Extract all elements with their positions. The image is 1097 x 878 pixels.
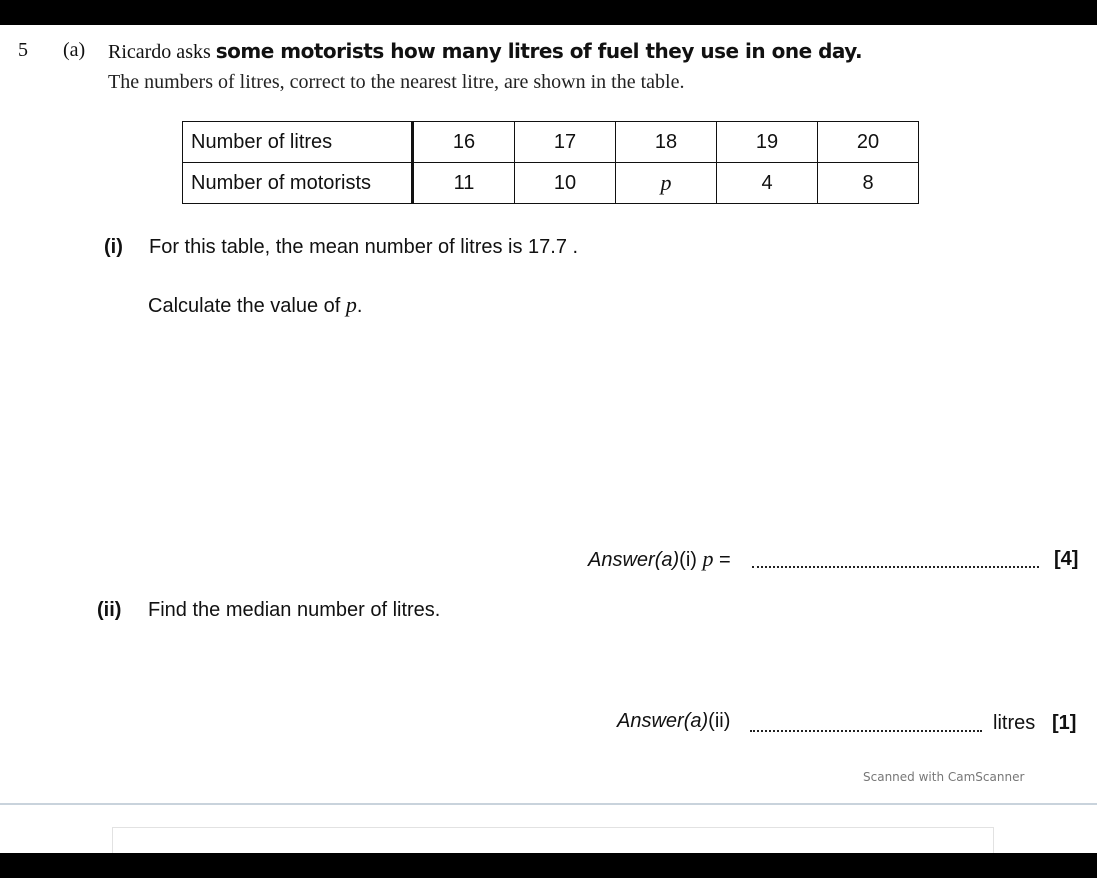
question-intro-line2: The numbers of litres, correct to the nearest litre, are shown in the table. bbox=[108, 71, 685, 93]
answer-ii-field[interactable] bbox=[750, 713, 982, 732]
answer-i-field[interactable] bbox=[752, 549, 1039, 568]
scanner-watermark: Scanned with CamScanner bbox=[863, 770, 1025, 784]
marks-i: [4] bbox=[1054, 548, 1079, 570]
instruction-prefix: Calculate the value of bbox=[148, 295, 346, 317]
question-number: 5 bbox=[18, 39, 28, 61]
answer-word: Answer bbox=[617, 710, 684, 732]
instruction-suffix: . bbox=[356, 295, 363, 317]
table-cell: 19 bbox=[717, 122, 818, 163]
litres-table bbox=[182, 121, 919, 204]
answer-ii-unit: litres bbox=[993, 712, 1036, 734]
next-page-strip bbox=[0, 803, 1097, 853]
table-cell: 11 bbox=[413, 163, 515, 204]
table-row bbox=[183, 122, 919, 163]
table-cell: 20 bbox=[818, 122, 919, 163]
part-ii-text: Find the median number of litres. bbox=[148, 599, 441, 621]
answer-eq: = bbox=[713, 549, 731, 571]
table-row bbox=[183, 163, 919, 204]
question-intro-line1 bbox=[108, 39, 862, 64]
instruction-var: p bbox=[345, 292, 357, 317]
row-header-motorists: Number of motorists bbox=[183, 163, 413, 204]
intro-handwritten-text: some motorists how many litres of fuel they use in one day. bbox=[215, 39, 863, 63]
table-cell: 4 bbox=[717, 163, 818, 204]
unknown-p: p bbox=[660, 170, 672, 195]
table-cell: 17 bbox=[515, 122, 616, 163]
table-cell: 18 bbox=[616, 122, 717, 163]
answer-i-label bbox=[588, 546, 731, 572]
table-cell: 10 bbox=[515, 163, 616, 204]
row-header-litres: Number of litres bbox=[183, 122, 413, 163]
table-cell: 8 bbox=[818, 163, 919, 204]
part-i-instruction bbox=[148, 292, 362, 318]
marks-ii: [1] bbox=[1052, 712, 1077, 734]
answer-part-a: (a) bbox=[683, 710, 709, 732]
answer-var: p bbox=[702, 546, 714, 571]
question-part: (a) bbox=[63, 39, 86, 61]
part-i-label: (i) bbox=[104, 236, 123, 258]
table-cell-unknown bbox=[616, 163, 717, 204]
answer-part-i: (i) bbox=[679, 549, 703, 571]
answer-word: Answer bbox=[588, 549, 655, 571]
intro-plain-text: Ricardo asks bbox=[108, 41, 216, 63]
table-cell: 16 bbox=[413, 122, 515, 163]
part-ii-label: (ii) bbox=[97, 599, 122, 621]
answer-ii-label bbox=[617, 710, 730, 733]
part-i-text: For this table, the mean number of litres is 17.7 . bbox=[149, 236, 579, 258]
answer-part-a: (a) bbox=[654, 549, 680, 571]
bottom-border bbox=[0, 853, 1097, 878]
answer-part-ii: (ii) bbox=[708, 710, 731, 732]
exam-page bbox=[0, 25, 1097, 803]
